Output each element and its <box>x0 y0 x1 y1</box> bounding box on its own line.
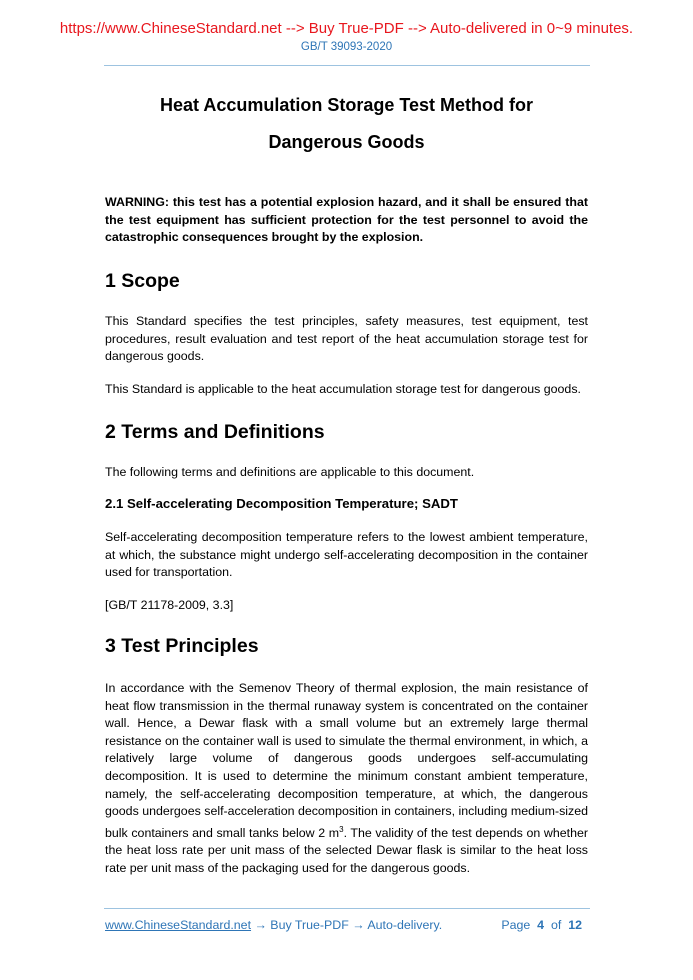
section-heading-terms: 2 Terms and Definitions <box>105 421 325 443</box>
doc-title-line1: Heat Accumulation Storage Test Method for <box>159 95 534 115</box>
page-number: 4 <box>537 918 545 932</box>
of-label: of <box>550 918 562 932</box>
reference: [GB/T 21178-2009, 3.3] <box>105 598 234 612</box>
text: In accordance with the Semenov Theory of thermal explosion, the main resistance of heat flow transmission in the thermal runaway system is concentrated on the container wall. Hence, a Dewar flask with a small volume but an extremely large thermal resistance on the container wall is used to simulate the thermal environment, in which, a relatively large volume of dangerous goods undergoes self-accumulating decomposition. It is used to determine the minimum constant ambient temperature, namely, the self-accelerating decomposition temperature, at which, the dangerous goods undergoes self-acceleration decomposition in containers, including medium-sized bulk containers and small tanks below 2 m <box>105 681 588 840</box>
warning-text: WARNING: this test has a potential explosion hazard, and it shall be ensured that the test equipment has sufficient protection for the test personnel to avoid the catastrophic consequences brought by the explosion. <box>105 195 588 245</box>
paragraph <box>105 680 588 878</box>
doc-title-line2: Dangerous Goods <box>268 132 425 152</box>
section-heading-scope: 1 Scope <box>105 270 180 292</box>
text: . The validity of the test depends on whether the heat loss rate per unit mass of the selected Dewar flask is similar to the heat loss rate per unit mass of the packaging used for the dangerous goods. <box>105 825 588 876</box>
paragraph: The following terms and definitions are applicable to this document. <box>105 465 475 479</box>
footer-text: → Buy True-PDF → Auto-delivery. <box>251 918 443 932</box>
paragraph: Self-accelerating decomposition temperature refers to the lowest ambient temperature, at which, the substance might undergo self-accelerating decomposition in the container used for transportation. <box>105 530 588 580</box>
footer <box>105 918 588 932</box>
paragraph: This Standard is applicable to the heat accumulation storage test for dangerous goods. <box>105 382 581 396</box>
subsection-heading-sadt: 2.1 Self-accelerating Decomposition Temperature; SADT <box>105 496 458 511</box>
page-label: Page <box>501 918 531 932</box>
page-total: 12 <box>568 918 582 932</box>
standard-code: GB/T 39093-2020 <box>300 41 393 53</box>
paragraph: This Standard specifies the test principles, safety measures, test equipment, test procedures, result evaluation and test report of the heat accumulation storage test for dangerous goods. <box>105 314 588 364</box>
footer-link[interactable]: www.ChineseStandard.net <box>105 918 252 932</box>
promo-banner[interactable]: https://www.ChineseStandard.net --> Buy True-PDF --> Auto-delivered in 0~9 minutes. <box>59 20 634 37</box>
section-heading-principles: 3 Test Principles <box>105 635 259 657</box>
superscript: 3 <box>339 824 344 834</box>
footer-divider <box>104 908 590 909</box>
header-divider <box>104 65 590 66</box>
page-indicator <box>501 918 582 932</box>
